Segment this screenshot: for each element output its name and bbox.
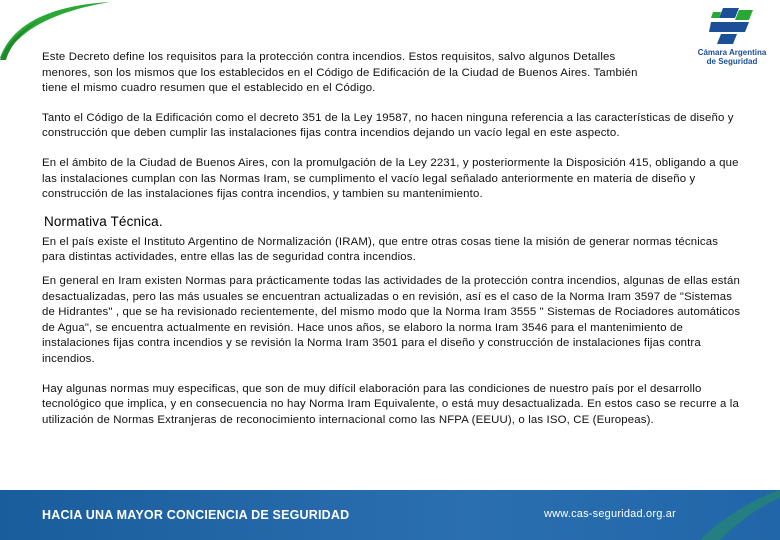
footer-slogan: HACIA UNA MAYOR CONCIENCIA DE SEGURIDAD [42, 508, 350, 522]
paragraph-decreto: Este Decreto define los requisitos para la protección contra incendios. Estos requisitos, salvo algunos Detalles menores, son los mismos que los establecidos en el Código de Edificación de la Ciudad de Buenos Aires. También tiene el mismo cuadro resumen que el establecido en el Código. [42, 51, 638, 95]
paragraph-iram: En el país existe el Instituto Argentino de Normalización (IRAM), que entre otras cosas tiene la misión de generar normas técnicas para distintas actividades, entre ellas las de seguridad contra incendios. [42, 235, 719, 264]
footer-website-link[interactable]: www.cas-seguridad.org.ar [544, 508, 676, 520]
footer-swoosh-decoration [660, 490, 780, 540]
logo-name-line1: Cámara Argentina [697, 48, 767, 57]
section-heading-normativa: Normativa Técnica. [44, 213, 163, 229]
logo-name-line2: de Seguridad [706, 57, 758, 66]
paragraph-codigo-edificacion: Tanto el Código de la Edificación como el decreto 351 de la Ley 19587, no hacen ninguna referencia a las características de diseño y construcción que deben cumplir las instalaciones fijas contra incendios dejando un vacío legal en este aspecto. [42, 111, 734, 140]
paragraph-ciudad-buenos-aires: En el ámbito de la Ciudad de Buenos Aires, con la promulgación de la Ley 2231, y posteriormente la Disposición 415, obligando a que las instalaciones cumplan con las Normas Iram, se cumplimento el vacío legal señalado anteriormente en materia de diseño y construcción de las instalaciones fijas contra incendios, y tambien su mantenimiento. [42, 156, 739, 201]
document-body [42, 50, 744, 428]
footer-bar [0, 490, 780, 540]
shield-cross-icon [709, 6, 755, 46]
paragraph-normas-extranjeras: Hay algunas normas muy especificas, que son de muy difícil elaboración para las condiciones de nuestro país por el desarrollo tecnológico que implica, y en consecuencia no hay Norma Iram Equivalente, o está muy desactualizada. En estos caso se recurre a la utilización de Normas Extranjeras de reconocimiento internacional como las NFPA (EEUU), o las ISO, CE (Europeas). [42, 382, 739, 426]
paragraph-normas-iram: En general en Iram existen Normas para prácticamente todas las actividades de la protección contra incendios, algunas de ellas están desactualizadas, pero las más usuales se encuentran actualizadas o en revisión, así es el caso de la Norma Iram 3597 de "Sistemas de Hidrantes" , que se ha revisionado recientemente, del mismo modo que la Norma Iram 3555 " Sistemas de Rociadores automáticos de Agua", se encuentra actualmente en revisión. Hace unos años, se elaboro la norma Iram 3546 para el mantenimiento de instalaciones fijas contra incendios y se revisión la Norma Iram 3501 para el diseño y construcción de instalaciones fijas contra incendios. [42, 274, 741, 365]
